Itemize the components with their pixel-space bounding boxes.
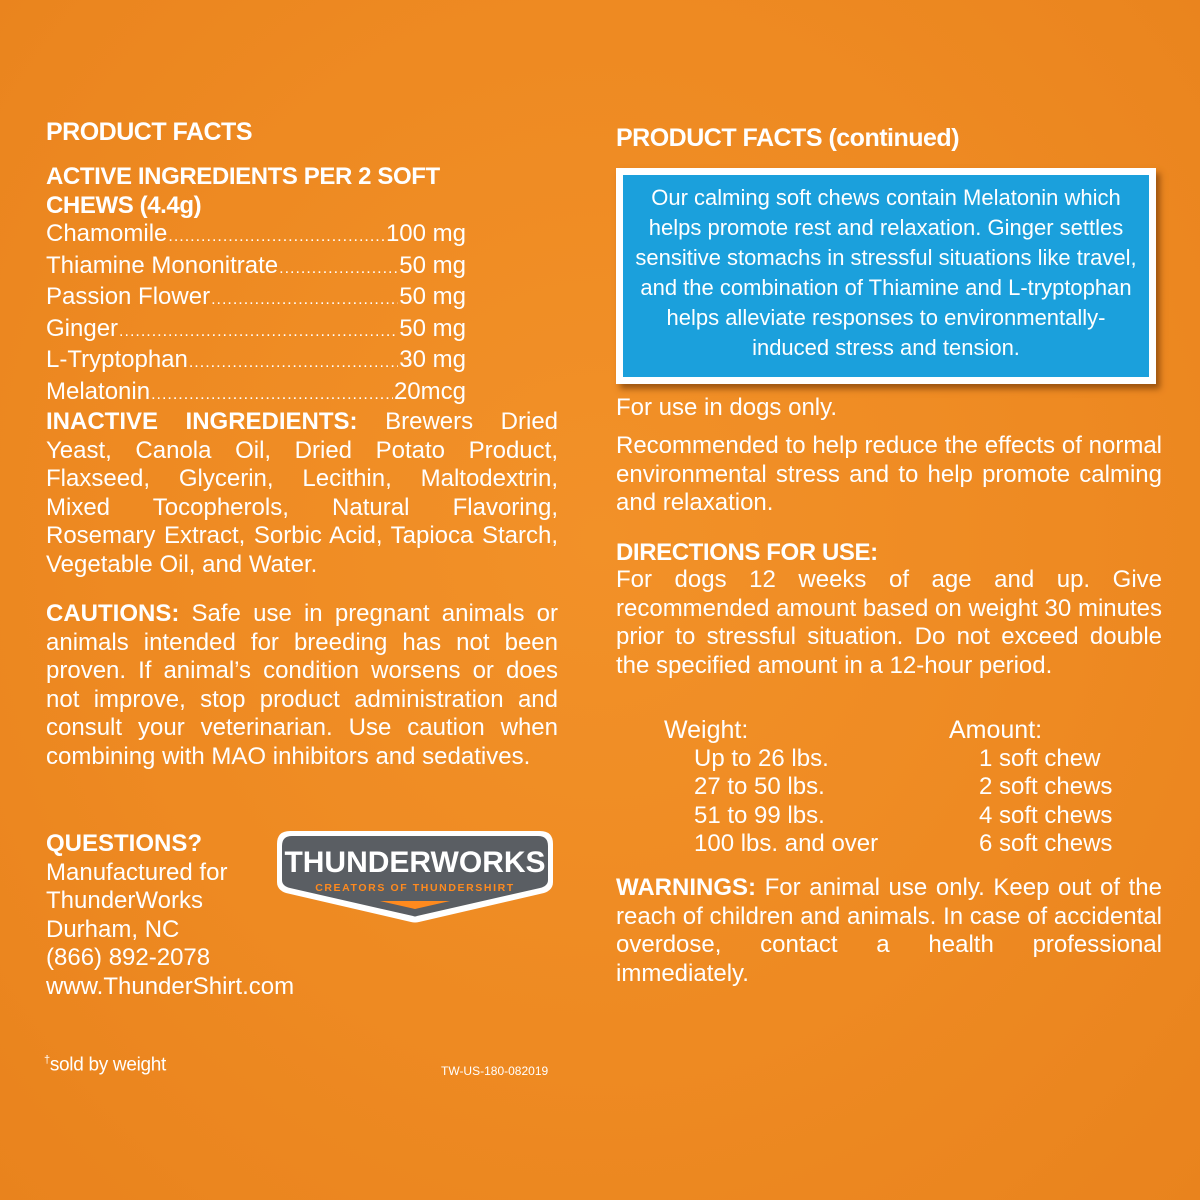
company-name: ThunderWorks <box>46 887 203 915</box>
amount-column <box>949 716 1169 859</box>
ingredient-name: Chamomile <box>46 220 168 247</box>
active-ingredients-list <box>46 220 466 410</box>
cautions-label: CAUTIONS: <box>46 600 180 627</box>
ingredient-name: L-Tryptophan <box>46 346 188 374</box>
amount-header: Amount: <box>949 716 1043 744</box>
amount-cell: 1 soft chew <box>979 744 1101 772</box>
ingredient-amount: 50 mg <box>399 283 466 311</box>
weight-cell: Up to 26 lbs. <box>694 744 829 772</box>
company-location: Durham, NC <box>46 915 180 943</box>
product-facts-heading: PRODUCT FACTS <box>46 118 252 146</box>
ingredient-row <box>46 283 466 315</box>
ingredient-name: Melatonin <box>46 377 151 405</box>
product-code: TW-US-180-082019 <box>441 1064 549 1078</box>
ingredient-row <box>46 346 466 378</box>
amount-cell: 6 soft chews <box>979 830 1113 858</box>
footnote-text: sold by weight <box>49 1054 167 1076</box>
product-facts-continued-heading: PRODUCT FACTS (continued) <box>616 124 960 152</box>
ingredient-amount: 100 mg <box>385 220 466 247</box>
thunderworks-logo <box>276 830 554 924</box>
phone-number: (866) 892-2078 <box>46 944 211 972</box>
inactive-ingredients-text: Brewers Dried Yeast, Canola Oil, Dried Potato Product, Flaxseed, Glycerin, Lecithin, Maltodextrin, Mixed Tocopherols, Natural Flavoring, Rosemary Extract, Sorbic Acid, Tapioca Starch, Vegetable Oil, and Water. <box>46 408 559 578</box>
ingredient-amount: 30 mg <box>399 346 466 374</box>
weight-cell: 27 to 50 lbs. <box>694 773 825 801</box>
dot-leader <box>189 349 398 378</box>
warnings <box>616 874 1162 988</box>
ingredient-amount: 50 mg <box>399 251 466 279</box>
calming-info-box <box>616 168 1156 384</box>
logo-tagline: CREATORS OF THUNDERSHIRT <box>315 882 515 894</box>
calming-info-text: Our calming soft chews contain Melatonin which helps promote rest and relaxation. Ginger settles sensitive stomachs in stressful situations like travel, and the combination of Thiamine and L-tryptophan helps alleviate responses to environmentally-induced stress and tension. <box>623 175 1149 377</box>
logo-name: THUNDERWORKS <box>284 846 546 879</box>
dot-leader <box>119 318 398 347</box>
active-ingredients-heading: ACTIVE INGREDIENTS PER 2 SOFT CHEWS (4.4g) <box>46 163 440 219</box>
amount-cell: 2 soft chews <box>979 773 1113 801</box>
inactive-ingredients <box>46 408 558 580</box>
ingredient-name: Thiamine Mononitrate <box>46 251 279 279</box>
ingredient-row <box>46 378 466 410</box>
weight-column <box>664 716 914 859</box>
manufactured-for: Manufactured for <box>46 858 228 886</box>
weight-cell: 100 lbs. and over <box>694 830 879 858</box>
ingredient-row <box>46 315 466 347</box>
cautions <box>46 600 558 772</box>
weight-header: Weight: <box>664 716 749 744</box>
directions-heading: DIRECTIONS FOR USE: <box>616 539 878 566</box>
footnote <box>44 1054 166 1076</box>
dot-leader <box>211 286 398 315</box>
directions-text: For dogs 12 weeks of age and up. Give recommended amount based on weight 30 minutes prior to stressful situation. Do not exceed double the specified amount in a 12-hour period. <box>616 566 1162 679</box>
footnote-mark: † <box>44 1054 50 1066</box>
amount-cell: 4 soft chews <box>979 801 1113 829</box>
cautions-text: Safe use in pregnant animals or animals intended for breeding has not been proven. If animal’s condition worsens or does not improve, stop product administration and consult your veterinarian. Use caution when combining with MAO inhibitors and sedatives. <box>46 600 559 770</box>
website-link[interactable]: www.ThunderShirt.com <box>46 972 295 1000</box>
ingredient-row <box>46 252 466 284</box>
questions-heading: QUESTIONS? <box>46 830 203 857</box>
dot-leader <box>279 255 398 284</box>
dot-leader <box>151 381 393 410</box>
ingredient-name: Passion Flower <box>46 283 211 311</box>
ingredient-row <box>46 220 466 252</box>
ingredient-amount: 20mcg <box>393 377 466 405</box>
dogs-only-note: For use in dogs only. <box>616 394 838 421</box>
warnings-text: For animal use only. Keep out of the reach of children and animals. In case of accidental overdose, contact a health professional immediately. <box>616 874 1163 987</box>
recommended-use: Recommended to help reduce the effects of normal environmental stress and to help promote calming and relaxation. <box>616 432 1162 517</box>
ingredient-amount: 50 mg <box>399 314 466 342</box>
dot-leader <box>168 223 385 252</box>
weight-cell: 51 to 99 lbs. <box>694 801 825 829</box>
ingredient-name: Ginger <box>46 314 119 342</box>
warnings-label: WARNINGS: <box>616 874 756 901</box>
inactive-ingredients-label: INACTIVE INGREDIENTS: <box>46 408 358 435</box>
